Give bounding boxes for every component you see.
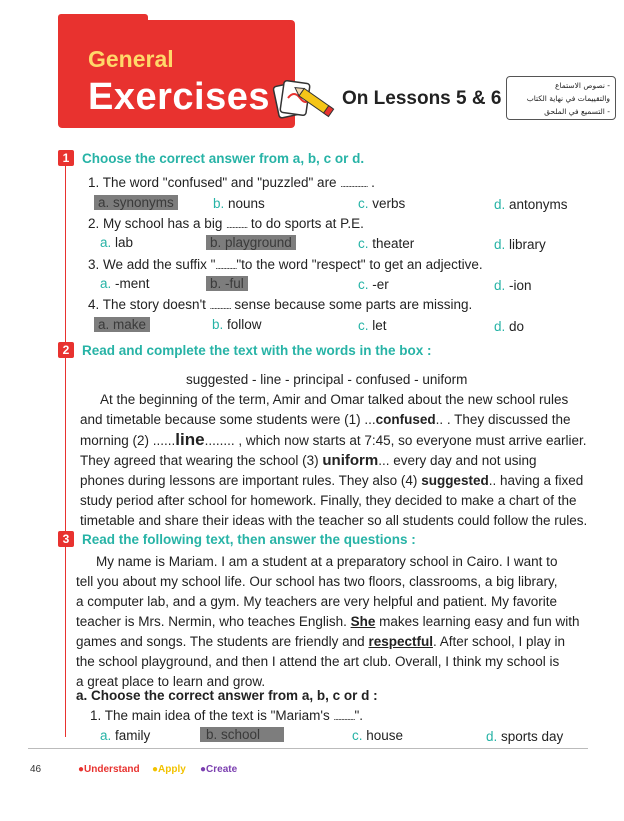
- question-2: 2. My school has a big .............. to do sports at P.E.: [88, 216, 364, 231]
- answer-4[interactable]: suggested: [421, 473, 489, 488]
- q2-option-d[interactable]: d. library: [494, 237, 546, 252]
- section-3-title: Read the following text, then answer the questions :: [82, 532, 416, 547]
- para-line: and timetable because some students were (1) ...confused.. . They discussed the: [80, 412, 571, 427]
- para-line: My name is Mariam. I am a student at a preparatory school in Cairo. I want to: [96, 554, 558, 569]
- section-1-divider: [65, 166, 66, 344]
- question-1: 1. The word "confused" and "puzzled" are .................. .: [88, 175, 375, 190]
- para-line: tell you about my school life. Our school has two floors, classrooms, a big library,: [76, 574, 558, 589]
- section-2-title: Read and complete the text with the words in the box :: [82, 343, 432, 358]
- s3-q1-option-c[interactable]: c. house: [352, 728, 404, 743]
- q4-option-a[interactable]: a. make: [94, 317, 150, 332]
- title-exercises: Exercises: [88, 76, 270, 118]
- section-2-divider: [65, 358, 66, 534]
- para-line: At the beginning of the term, Amir and Omar talked about the new school rules: [100, 392, 569, 407]
- legend-apply: ●Apply: [152, 764, 186, 775]
- page-number: 46: [30, 764, 42, 775]
- s3-q1-option-d[interactable]: d. sports day: [486, 729, 564, 744]
- underlined-she: She: [350, 614, 376, 629]
- section-1-title: Choose the correct answer from a, b, c or d.: [82, 151, 365, 166]
- arabic-note-line: والتقييمات في نهاية الكتاب: [526, 94, 610, 103]
- q2-option-a[interactable]: a. lab: [100, 235, 134, 250]
- para-line: a great place to learn and grow.: [76, 674, 266, 689]
- answer-1[interactable]: confused: [375, 412, 436, 427]
- para-line: teacher is Mrs. Nermin, who teaches English. She makes learning easy and fun with: [76, 614, 580, 629]
- para-line: games and songs. The students are friendly and respectful. After school, I play in: [76, 634, 566, 649]
- q4-option-d[interactable]: d. do: [494, 319, 525, 334]
- q1-option-d[interactable]: d. antonyms: [494, 197, 568, 212]
- arabic-note-line: - التسميع في الملحق: [544, 107, 610, 116]
- section-3-paragraph: [76, 552, 616, 692]
- sub-question-a-title: a. Choose the correct answer from a, b, c or d :: [76, 688, 378, 703]
- word-box: suggested - line - principal - confused - uniform: [186, 372, 468, 387]
- title-general: General: [88, 46, 174, 72]
- section-3-divider: [65, 547, 66, 737]
- lessons-heading: On Lessons 5 & 6: [342, 88, 502, 109]
- q4-option-c[interactable]: c. let: [358, 318, 387, 333]
- arabic-note-box: [506, 76, 616, 120]
- arabic-note-line: - نصوص الاستماع: [554, 81, 610, 90]
- section-3-number: 3: [58, 531, 74, 547]
- para-line: the school playground, and then I attend the art club. Overall, I think my school is: [76, 654, 560, 669]
- underlined-respectful: respectful: [368, 634, 433, 649]
- para-line: timetable and share their ideas with the teacher so all students could follow the rules.: [80, 513, 588, 528]
- s3-question-1: 1. The main idea of the text is "Mariam's ..............".: [90, 708, 364, 723]
- s3-q1-option-b[interactable]: b. school: [200, 727, 284, 742]
- q1-option-a[interactable]: a. synonyms: [94, 195, 178, 210]
- legend-dot-icon: ●: [152, 764, 159, 775]
- pencil-cards-icon: [268, 74, 338, 124]
- legend-understand: ●Understand: [78, 764, 140, 775]
- q1-option-c[interactable]: c. verbs: [358, 196, 406, 211]
- q2-option-b[interactable]: b. playground: [206, 235, 296, 250]
- q3-option-b[interactable]: b. -ful: [206, 276, 248, 291]
- footer-divider: [28, 748, 588, 749]
- para-line: They agreed that wearing the school (3) uniform... every day and not using: [80, 452, 537, 469]
- para-line: phones during lessons are important rules. They also (4) suggested.. having a fixed: [80, 473, 584, 488]
- para-line: morning (2) ......line........ , which now starts at 7:45, so everyone must arrive earlier.: [80, 430, 587, 449]
- answer-3[interactable]: uniform: [322, 452, 379, 469]
- section-1-number: 1: [58, 150, 74, 166]
- legend-dot-icon: ●: [78, 764, 85, 775]
- question-4: 4. The story doesn't .............. sense because some parts are missing.: [88, 297, 473, 312]
- s3-q1-option-a[interactable]: a. family: [100, 728, 151, 743]
- question-3: 3. We add the suffix ".............."to the word "respect" to get an adjective.: [88, 257, 483, 272]
- section-2-number: 2: [58, 342, 74, 358]
- section-2-paragraph: [80, 390, 620, 531]
- para-line: study period after school for homework. Finally, they decided to make a chart of the: [80, 493, 577, 508]
- q1-option-b[interactable]: b. nouns: [213, 196, 265, 211]
- q3-option-a[interactable]: a. -ment: [100, 276, 150, 291]
- answer-2[interactable]: line: [175, 430, 205, 449]
- q3-option-d[interactable]: d. -ion: [494, 278, 532, 293]
- q4-option-b[interactable]: b. follow: [212, 317, 262, 332]
- q3-option-c[interactable]: c. -er: [358, 277, 389, 292]
- q2-option-c[interactable]: c. theater: [358, 236, 415, 251]
- legend-create: ●Create: [200, 764, 238, 775]
- legend-dot-icon: ●: [200, 764, 207, 775]
- para-line: a computer lab, and a gym. My teachers are very helpful and patient. My favorite: [76, 594, 557, 609]
